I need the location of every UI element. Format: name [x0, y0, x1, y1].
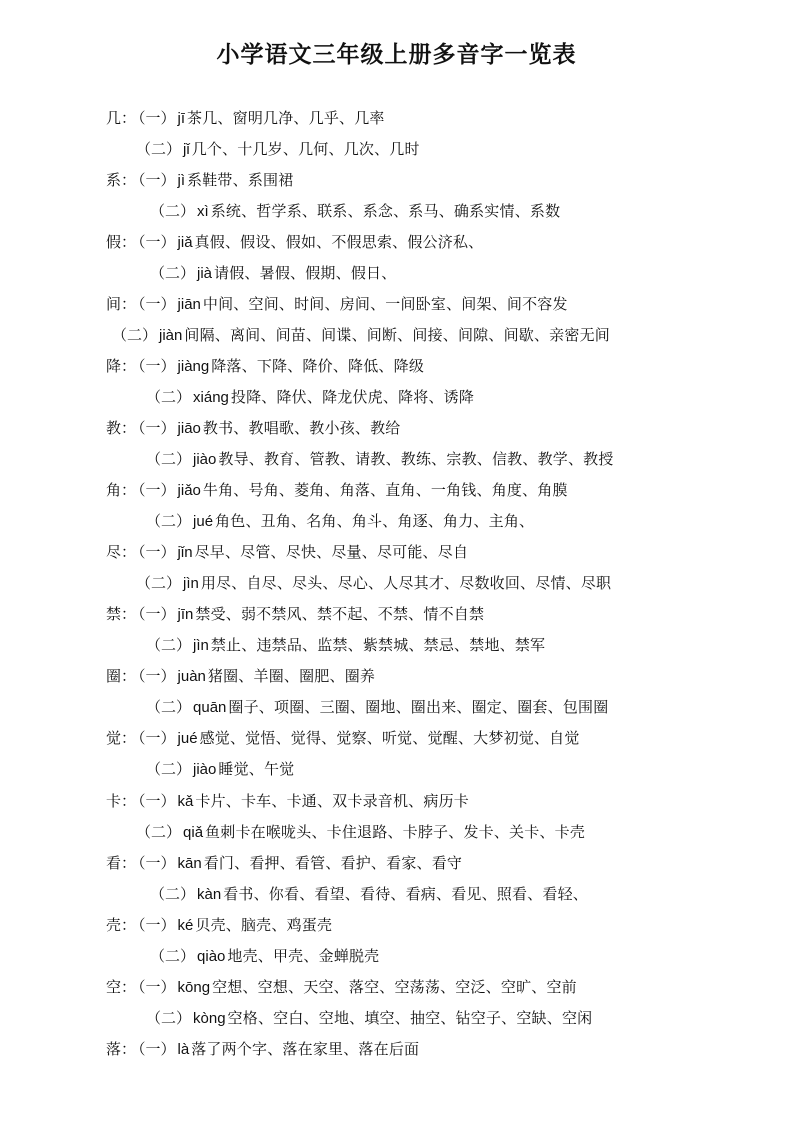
pinyin: juàn — [177, 668, 206, 685]
example-words: 空想、空想、天空、落空、空荡荡、空泛、空旷、空前 — [212, 978, 577, 996]
polyphone-entry — [150, 199, 560, 223]
pinyin: jué — [193, 513, 214, 530]
pinyin: jīn — [177, 606, 194, 623]
sense-number: （二） — [146, 1009, 192, 1027]
example-words: 看门、看押、看管、看护、看家、看守 — [203, 854, 463, 872]
pinyin: xiáng — [193, 389, 229, 406]
sense-number: （二） — [136, 140, 182, 158]
sense-number: （一） — [138, 543, 176, 561]
polyphone-entry — [146, 447, 614, 471]
pinyin: jià — [197, 265, 213, 282]
example-words: 间隔、离间、间苗、间谍、间断、间接、间隙、间歇、亲密无间 — [184, 326, 610, 344]
pinyin: jì — [177, 172, 186, 189]
sense-number: （一） — [138, 605, 176, 623]
example-words: 角色、丑角、名角、角斗、角逐、角力、主角、 — [215, 512, 535, 530]
example-words: 看书、你看、看望、看待、看病、看见、照看、看轻、 — [223, 885, 589, 903]
polyphone-entry — [146, 385, 474, 409]
example-words: 感觉、觉悟、觉得、觉察、听觉、觉醒、大梦初觉、自觉 — [199, 729, 580, 747]
sense-number: （一） — [138, 667, 176, 685]
entry-character: 圈： — [106, 667, 137, 685]
example-words: 空格、空白、空地、填空、抽空、钻空子、空缺、空闲 — [227, 1009, 593, 1027]
example-words: 贝壳、脑壳、鸡蛋壳 — [195, 916, 333, 934]
entry-character: 觉： — [106, 729, 137, 747]
sense-number: （二） — [112, 326, 158, 344]
pinyin: jiào — [193, 761, 217, 778]
pinyin: jǐn — [177, 544, 193, 561]
sense-number: （二） — [146, 388, 192, 406]
polyphone-entry — [150, 944, 379, 968]
example-words: 鱼刺卡在喉咙头、卡住退路、卡脖子、发卡、关卡、卡壳 — [205, 823, 586, 841]
entry-character: 看： — [106, 854, 137, 872]
example-words: 教导、教育、管教、请教、教练、宗教、信教、教学、教授 — [218, 450, 614, 468]
pinyin: kōng — [177, 979, 211, 996]
polyphone-entry — [106, 106, 385, 130]
example-words: 系统、哲学系、联系、系念、系马、确系实情、系数 — [210, 202, 561, 220]
pinyin: quān — [193, 699, 227, 716]
pinyin: jìn — [183, 575, 199, 592]
polyphone-entry — [106, 1037, 419, 1061]
example-words: 真假、假设、假如、不假思索、假公济私、 — [194, 233, 484, 251]
polyphone-entry — [146, 633, 545, 657]
entry-character: 假： — [106, 233, 137, 251]
example-words: 投降、降伏、降龙伏虎、降将、诱降 — [230, 388, 475, 406]
polyphone-entry — [106, 789, 469, 813]
entry-character: 空： — [106, 978, 137, 996]
entry-character: 尽： — [106, 543, 137, 561]
example-words: 尽早、尽管、尽快、尽量、尽可能、尽自 — [194, 543, 469, 561]
sense-number: （二） — [146, 450, 192, 468]
example-words: 睡觉、午觉 — [218, 760, 295, 778]
pinyin: jiàng — [177, 358, 210, 375]
entry-character: 角： — [106, 481, 137, 499]
example-words: 圈子、项圈、三圈、圈地、圈出来、圈定、圈套、包围圈 — [228, 698, 609, 716]
example-words: 中间、空间、时间、房间、一间卧室、间架、间不容发 — [202, 295, 568, 313]
sense-number: （一） — [138, 171, 176, 189]
pinyin: jī — [177, 110, 186, 127]
entry-character: 禁： — [106, 605, 137, 623]
polyphone-entry — [136, 820, 585, 844]
example-words: 几个、十几岁、几何、几次、几时 — [191, 140, 420, 158]
pinyin: jiǎ — [177, 234, 193, 251]
example-words: 用尽、自尽、尽头、尽心、人尽其才、尽数收回、尽情、尽职 — [200, 574, 612, 592]
pinyin: ké — [177, 917, 194, 934]
sense-number: （一） — [138, 295, 176, 313]
example-words: 茶几、窗明几净、几乎、几率 — [187, 109, 385, 127]
entry-character: 卡： — [106, 792, 137, 810]
sense-number: （二） — [136, 823, 182, 841]
example-words: 请假、暑假、假期、假日、 — [214, 264, 397, 282]
polyphone-entry — [136, 137, 420, 161]
pinyin: jìn — [193, 637, 209, 654]
polyphone-entry — [146, 695, 608, 719]
example-words: 教书、教唱歌、教小孩、教给 — [202, 419, 401, 437]
pinyin: kàn — [197, 886, 222, 903]
sense-number: （二） — [146, 760, 192, 778]
pinyin: kòng — [193, 1010, 226, 1027]
sense-number: （一） — [138, 233, 176, 251]
polyphone-entry — [150, 261, 396, 285]
entry-character: 教： — [106, 419, 137, 437]
entry-character: 几： — [106, 109, 137, 127]
pinyin: jiàn — [159, 327, 183, 344]
sense-number: （一） — [138, 916, 176, 934]
entry-character: 系： — [106, 171, 137, 189]
pinyin: qiào — [197, 948, 226, 965]
pinyin: jiào — [193, 451, 217, 468]
example-words: 系鞋带、系围裙 — [187, 171, 294, 189]
sense-number: （二） — [150, 947, 196, 965]
example-words: 禁受、弱不禁风、禁不起、不禁、情不自禁 — [195, 605, 485, 623]
example-words: 猪圈、羊圈、圈肥、圈养 — [207, 667, 376, 685]
polyphone-entry — [106, 851, 462, 875]
sense-number: （一） — [138, 357, 176, 375]
polyphone-entry — [106, 478, 568, 502]
polyphone-entry — [106, 913, 332, 937]
pinyin: jué — [177, 730, 198, 747]
polyphone-entry — [106, 602, 484, 626]
pinyin: là — [177, 1041, 190, 1058]
page-title: 小学语文三年级上册多音字一览表 — [216, 42, 577, 68]
pinyin: jiāo — [177, 420, 201, 437]
sense-number: （一） — [138, 1040, 176, 1058]
sense-number: （一） — [138, 792, 176, 810]
sense-number: （一） — [138, 419, 176, 437]
pinyin: jiǎo — [177, 482, 201, 499]
example-words: 降落、下降、降价、降低、降级 — [211, 357, 425, 375]
polyphone-entry — [106, 975, 577, 999]
entry-character: 落： — [106, 1040, 137, 1058]
polyphone-entry — [106, 292, 568, 316]
pinyin: jǐ — [183, 141, 190, 158]
sense-number: （二） — [146, 698, 192, 716]
polyphone-entry — [106, 540, 468, 564]
example-words: 卡片、卡车、卡通、双卡录音机、病历卡 — [195, 792, 469, 810]
pinyin: jiān — [177, 296, 201, 313]
pinyin: xì — [197, 203, 209, 220]
polyphone-entry — [146, 509, 534, 533]
example-words: 落了两个字、落在家里、落在后面 — [191, 1040, 420, 1058]
sense-number: （一） — [138, 854, 176, 872]
sense-number: （一） — [138, 109, 176, 127]
sense-number: （二） — [146, 636, 192, 654]
polyphone-entry — [106, 664, 375, 688]
polyphone-entry — [106, 354, 424, 378]
polyphone-entry — [112, 323, 610, 347]
pinyin: qiǎ — [183, 824, 204, 841]
example-words: 牛角、号角、菱角、角落、直角、一角钱、角度、角膜 — [202, 481, 568, 499]
sense-number: （二） — [150, 202, 196, 220]
example-words: 禁止、违禁品、监禁、紫禁城、禁忌、禁地、禁军 — [210, 636, 546, 654]
entry-character: 间： — [106, 295, 137, 313]
polyphone-entry — [150, 882, 588, 906]
polyphone-entry — [146, 1006, 592, 1030]
sense-number: （一） — [138, 978, 176, 996]
sense-number: （二） — [150, 264, 196, 282]
polyphone-entry — [136, 571, 611, 595]
sense-number: （二） — [136, 574, 182, 592]
polyphone-entry — [106, 416, 401, 440]
sense-number: （二） — [146, 512, 192, 530]
pinyin: kǎ — [177, 793, 194, 810]
example-words: 地壳、甲壳、金蝉脱壳 — [227, 947, 380, 965]
sense-number: （一） — [138, 729, 176, 747]
entry-character: 壳： — [106, 916, 137, 934]
polyphone-entry — [146, 757, 294, 781]
sense-number: （二） — [150, 885, 196, 903]
polyphone-entry — [106, 230, 483, 254]
sense-number: （一） — [138, 481, 176, 499]
pinyin: kān — [177, 855, 202, 872]
polyphone-entry — [106, 168, 293, 192]
entry-character: 降： — [106, 357, 137, 375]
polyphone-entry — [106, 726, 580, 750]
